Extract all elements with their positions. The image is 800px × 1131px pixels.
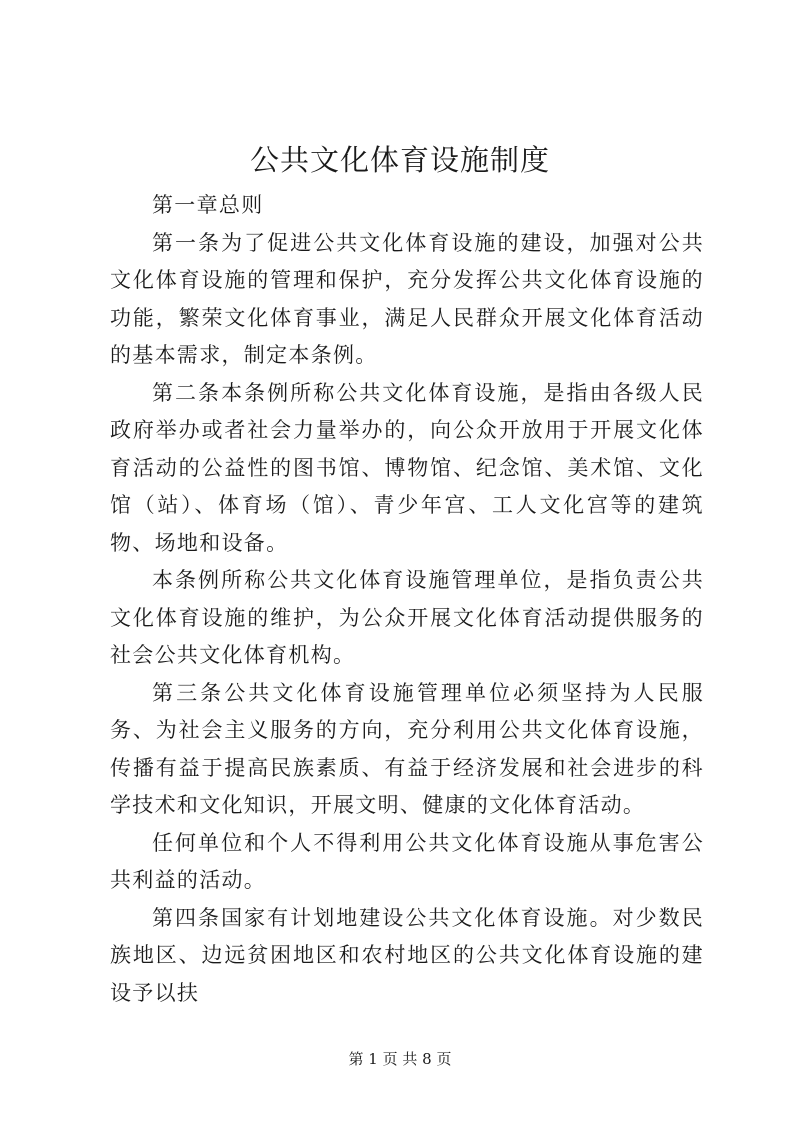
article-3-prohibition-paragraph: 任何单位和个人不得利用公共文化体育设施从事危害公共利益的活动。 bbox=[110, 830, 704, 892]
article-4-paragraph: 第四条国家有计划地建设公共文化体育设施。对少数民族地区、边远贫困地区和农村地区的公共文化体育设施的建设予以扶 bbox=[110, 905, 704, 1005]
article-2-paragraph: 第二条本条例所称公共文化体育设施，是指由各级人民政府举办或者社会力量举办的，向公众开放用于开展文化体育活动的公益性的图书馆、博物馆、纪念馆、美术馆、文化馆（站）、体育场（馆）、青少年宫、工人文化宫等的建筑物、场地和设备。 bbox=[110, 380, 704, 555]
chapter-heading: 第一章总则 bbox=[152, 193, 264, 217]
article-3-paragraph: 第三条公共文化体育设施管理单位必须坚持为人民服务、为社会主义服务的方向，充分利用公共文化体育设施，传播有益于提高民族素质、有益于经济发展和社会进步的科学技术和文化知识，开展文明、健康的文化体育活动。 bbox=[110, 680, 704, 817]
document-title: 公共文化体育设施制度 bbox=[249, 143, 550, 177]
document-body bbox=[110, 187, 704, 1012]
article-1-paragraph: 第一条为了促进公共文化体育设施的建设，加强对公共文化体育设施的管理和保护，充分发挥公共文化体育设施的功能，繁荣文化体育事业，满足人民群众开展文化体育活动的基本需求，制定本条例。 bbox=[110, 230, 704, 367]
article-2-management-unit-paragraph: 本条例所称公共文化体育设施管理单位，是指负责公共文化体育设施的维护，为公众开展文化体育活动提供服务的社会公共文化体育机构。 bbox=[110, 568, 704, 667]
page-number-footer: 第 1 页 共 8 页 bbox=[348, 1050, 452, 1068]
